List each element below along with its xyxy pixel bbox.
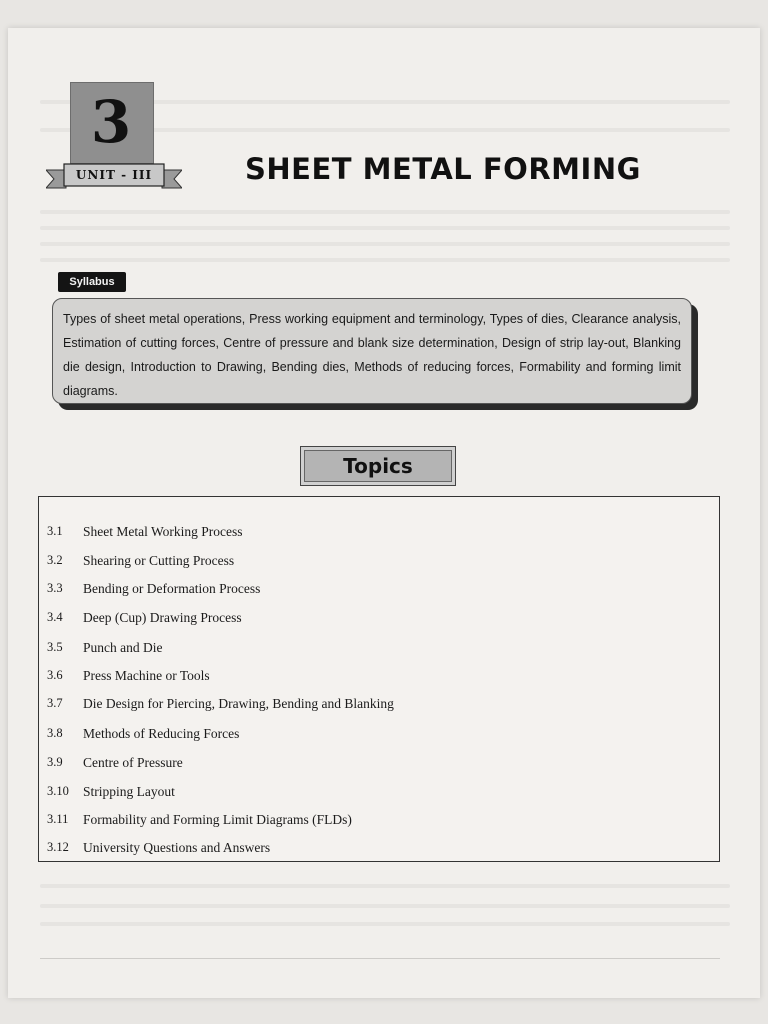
topic-item xyxy=(39,610,699,632)
topic-item xyxy=(39,784,699,806)
topic-item xyxy=(39,524,699,546)
topic-label: Formability and Forming Limit Diagrams (FLDs) xyxy=(83,812,352,827)
topic-number: 3.5 xyxy=(47,640,63,654)
topic-number: 3.11 xyxy=(47,812,69,826)
topic-number: 3.10 xyxy=(47,784,69,798)
topic-item xyxy=(39,755,699,777)
bleed-through-line xyxy=(40,226,730,230)
topic-item xyxy=(39,640,699,662)
bleed-through-line xyxy=(40,258,730,262)
topic-label: Methods of Reducing Forces xyxy=(83,726,240,741)
topic-item xyxy=(39,553,699,575)
topic-item xyxy=(39,581,699,603)
bleed-through-line xyxy=(40,904,730,908)
topic-label: Shearing or Cutting Process xyxy=(83,553,235,568)
chapter-title: SHEET METAL FORMING xyxy=(245,152,641,186)
topic-item xyxy=(39,840,699,862)
topic-number: 3.8 xyxy=(47,726,63,740)
page-footer-rule xyxy=(40,958,720,959)
topic-item xyxy=(39,696,699,718)
topic-item xyxy=(39,812,699,834)
topic-label: Bending or Deformation Process xyxy=(83,581,261,596)
topic-number: 3.6 xyxy=(47,668,63,682)
topic-label: University Questions and Answers xyxy=(83,840,271,855)
topic-number: 3.4 xyxy=(47,610,63,624)
syllabus-box xyxy=(52,298,692,404)
topic-number: 3.2 xyxy=(47,553,63,567)
topic-label: Deep (Cup) Drawing Process xyxy=(83,610,242,625)
topics-heading: Topics xyxy=(300,446,456,486)
topic-label: Sheet Metal Working Process xyxy=(83,524,243,539)
topic-label: Die Design for Piercing, Drawing, Bending and Blanking xyxy=(83,696,394,711)
topic-item xyxy=(39,726,699,748)
bleed-through-line xyxy=(40,922,730,926)
chapter-number: 3 xyxy=(90,88,132,156)
bleed-through-line xyxy=(40,884,730,888)
topic-label: Punch and Die xyxy=(83,640,163,655)
topics-list xyxy=(38,496,720,862)
topic-number: 3.12 xyxy=(47,840,69,854)
bleed-through-line xyxy=(40,242,730,246)
topic-label: Press Machine or Tools xyxy=(83,668,210,683)
topic-number: 3.1 xyxy=(47,524,63,538)
topic-label: Centre of Pressure xyxy=(83,755,183,770)
unit-label: UNIT - III xyxy=(75,168,153,182)
topic-number: 3.7 xyxy=(47,696,63,710)
topic-number: 3.3 xyxy=(47,581,63,595)
bleed-through-line xyxy=(40,210,730,214)
topic-item xyxy=(39,668,699,690)
syllabus-text: Types of sheet metal operations, Press working equipment and terminology, Types of dies, Clearance analysis, Estimation of cutting forces, Centre of pressure and blank size determination, Design of strip lay-out, Blanking die design, Introduction to Drawing, Bending dies, Methods of reducing forces, Formability and forming limit diagrams. xyxy=(63,312,681,398)
syllabus-tag: Syllabus xyxy=(58,272,126,292)
topic-number: 3.9 xyxy=(47,755,63,769)
topic-label: Stripping Layout xyxy=(83,784,175,799)
